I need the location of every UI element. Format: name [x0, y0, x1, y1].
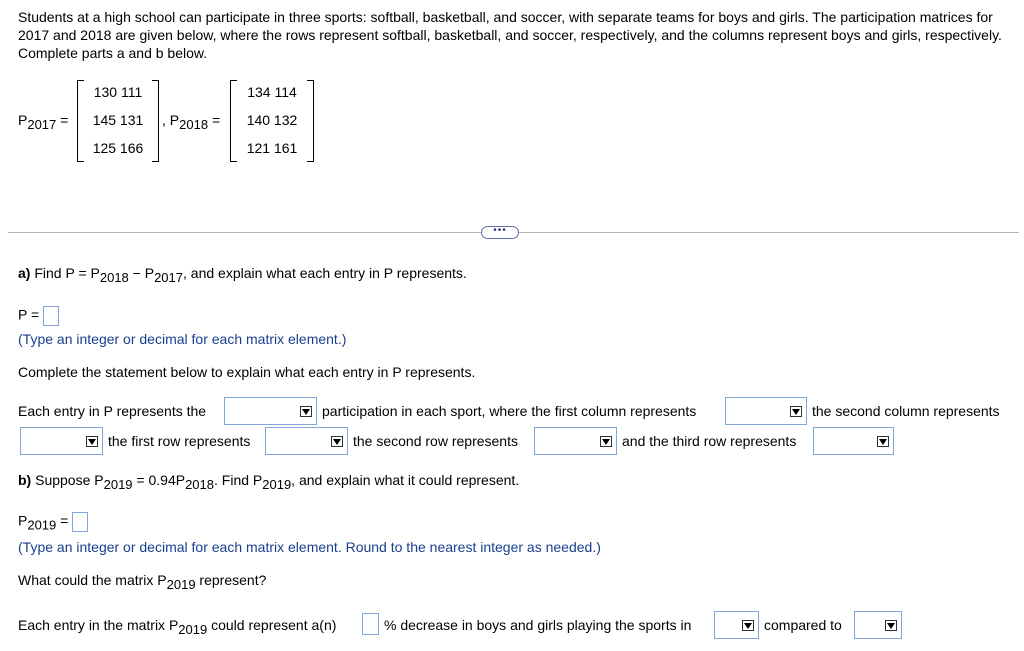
p2018-label: , $P_{2018}$ =	[162, 112, 221, 132]
part-b-statement-2: % decrease in boys and girls playing the sports in	[384, 617, 692, 633]
p2017-label: $P_{2017}$ =	[18, 112, 69, 132]
p-matrix-input[interactable]	[43, 306, 59, 326]
matrix-row: 140 132	[246, 112, 298, 128]
part-b-subquestion: What could the matrix $P_{2019}$ represent?	[18, 572, 267, 592]
chevron-down-icon	[86, 436, 98, 447]
entry-meaning-dropdown[interactable]	[224, 397, 317, 425]
chevron-down-icon	[877, 436, 889, 447]
compared-year-dropdown[interactable]	[854, 611, 902, 639]
chevron-down-icon	[885, 620, 897, 631]
part-a-answer-row	[18, 306, 59, 326]
part-b-statement-3: compared to	[764, 617, 842, 633]
chevron-down-icon	[790, 406, 802, 417]
part-b-statement-1: Each entry in the matrix $P_{2019}$ could represent a(n)	[18, 617, 337, 637]
statement-text-4: the first row represents	[108, 433, 251, 449]
first-row-dropdown[interactable]	[265, 427, 348, 455]
matrix-row: 130 111	[93, 84, 143, 100]
percent-input[interactable]	[362, 613, 379, 635]
matrix-row: 121 161	[246, 140, 298, 156]
part-b-question: b) Suppose $P_{2019} = 0.94P_{2018}$. Find $P_{2019}$, and explain what it could represent.	[18, 472, 520, 492]
statement-text-6: and the third row represents	[622, 433, 797, 449]
part-a-instruction: Complete the statement below to explain what each entry in P represents.	[18, 364, 476, 380]
chevron-down-icon	[331, 436, 343, 447]
statement-text-5: the second row represents	[353, 433, 518, 449]
second-row-dropdown[interactable]	[534, 427, 617, 455]
statement-text-2: participation in each sport, where the first column represents	[322, 403, 697, 419]
second-column-dropdown[interactable]	[20, 427, 103, 455]
third-row-dropdown[interactable]	[813, 427, 894, 455]
part-b-answer-row: $P_{2019}$ =	[18, 512, 88, 533]
matrix-row: 134 114	[247, 84, 297, 100]
matrix-p2017	[78, 80, 158, 162]
first-column-dropdown[interactable]	[725, 397, 807, 425]
year-dropdown[interactable]	[714, 611, 759, 639]
part-a-hint: (Type an integer or decimal for each matrix element.)	[18, 331, 347, 347]
part-b-hint: (Type an integer or decimal for each matrix element. Round to the nearest integer as needed.)	[18, 539, 601, 555]
p-equals-label: P =	[18, 306, 40, 323]
problem-intro: Students at a high school can participate in three sports: softball, basketball, and soccer, with separate teams for boys and girls. The participation matrices for 2017 and 2018 are given below, where the rows represent softball, basketball, and soccer, respectively, and the columns represent boys and girls, respectively. Complete parts a and b below.	[18, 9, 1002, 61]
matrix-row: 125 166	[92, 140, 144, 156]
matrix-row: 145 131	[92, 112, 144, 128]
chevron-down-icon	[600, 436, 612, 447]
p2019-matrix-input[interactable]	[72, 512, 88, 532]
chevron-down-icon	[742, 620, 754, 631]
part-a-question: a) Find $P = P_{2018} - P_{2017}$, and explain what each entry in P represents.	[18, 265, 467, 285]
more-button[interactable]: •••	[481, 226, 519, 239]
matrix-p2018	[231, 80, 313, 162]
chevron-down-icon	[300, 406, 312, 417]
statement-text-3: the second column represents	[812, 403, 1000, 419]
statement-text-1: Each entry in P represents the	[18, 403, 207, 419]
